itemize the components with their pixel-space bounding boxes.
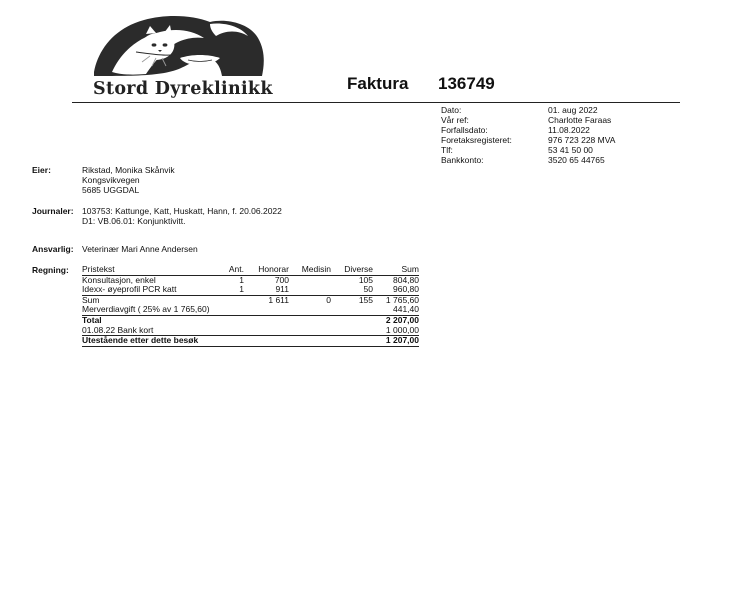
invoice-meta: [441, 105, 615, 165]
meta-label: Dato:: [441, 105, 462, 115]
meta-row-ref: [441, 115, 615, 125]
responsible-section: [32, 244, 432, 256]
journal-label: Journaler:: [32, 206, 74, 216]
owner-section: [32, 165, 432, 197]
clinic-logo: [92, 14, 267, 76]
item-sum: 960,80: [393, 284, 419, 295]
journal-section: [32, 206, 432, 228]
meta-value: 3520 65 44765: [548, 155, 605, 165]
outstanding-row: [82, 336, 419, 347]
responsible-label: Ansvarlig:: [32, 244, 74, 254]
payment-desc: 01.08.22 Bank kort: [82, 324, 154, 335]
item-ant: 1: [239, 274, 244, 285]
item-div: 50: [363, 284, 373, 295]
item-hon: 700: [274, 274, 289, 285]
responsible-vet: Veterinær Mari Anne Andersen: [82, 244, 198, 254]
item-div: 105: [358, 274, 373, 285]
meta-value: 01. aug 2022: [548, 105, 598, 115]
meta-row-due: [441, 125, 615, 135]
journal-line: 103753: Kattunge, Katt, Huskatt, Hann, f. 20.06.2022: [82, 206, 282, 216]
header-divider: [72, 102, 680, 103]
meta-label: Vår ref:: [441, 115, 469, 125]
col-sum-header: Sum: [373, 265, 419, 275]
owner-postal: 5685 UGGDAL: [82, 185, 140, 195]
col-ant-header: Ant.: [212, 265, 244, 275]
outstanding-sum: 1 207,00: [373, 336, 419, 347]
item-hon: 911: [275, 284, 289, 295]
billing-header-row: [82, 265, 419, 275]
billing-section: [32, 265, 82, 277]
meta-value: 11.08.2022: [548, 125, 590, 135]
table-row: [82, 285, 419, 295]
subtotal-med: 0: [289, 295, 331, 305]
owner-street: Kongsvikvegen: [82, 175, 140, 185]
meta-value: 53 41 50 00: [548, 145, 593, 155]
col-desc-header: Pristekst: [82, 265, 212, 275]
item-desc: Konsultasjon, enkel: [82, 274, 156, 285]
meta-row-bank: [441, 155, 615, 165]
meta-row-date: [441, 105, 615, 115]
meta-row-org: [441, 135, 615, 145]
subtotal-sum: 1 765,60: [373, 295, 419, 305]
item-sum: 804,80: [393, 274, 419, 285]
col-hon-header: Honorar: [244, 265, 289, 275]
meta-label: Forfallsdato:: [441, 125, 488, 135]
owner-name: Rikstad, Monika Skånvik: [82, 165, 175, 175]
meta-value: 976 723 228 MVA: [548, 135, 616, 145]
item-ant: 1: [239, 284, 244, 295]
meta-label: Foretaksregisteret:: [441, 135, 512, 145]
invoice-title: Faktura: [347, 74, 409, 93]
meta-row-phone: [441, 145, 615, 155]
vat-desc: Merverdiavgift ( 25% av 1 765,60): [82, 304, 210, 315]
payment-row: [82, 326, 419, 336]
clinic-name: Stord Dyreklinikk: [93, 79, 273, 99]
owner-label: Eier:: [32, 165, 51, 175]
total-desc: Total: [82, 315, 373, 325]
payment-sum: 1 000,00: [385, 324, 419, 335]
billing-table: [82, 265, 419, 347]
vat-sum: 441,40: [393, 304, 419, 315]
vat-row: [82, 305, 419, 315]
total-sum: 2 207,00: [373, 315, 419, 325]
meta-label: Bankkonto:: [441, 155, 484, 165]
col-med-header: Medisin: [289, 265, 331, 275]
item-desc: Idexx- øyeprofil PCR katt: [82, 284, 177, 295]
journal-diagnosis: D1: VB.06.01: Konjunktivitt.: [82, 216, 186, 226]
outstanding-desc: Utestående etter dette besøk: [82, 336, 373, 347]
subtotal-ant: [212, 295, 244, 305]
meta-value: Charlotte Faraas: [548, 115, 612, 125]
subtotal-div: 155: [331, 295, 373, 305]
subtotal-hon: 1 611: [244, 295, 289, 305]
col-div-header: Diverse: [331, 265, 373, 275]
meta-label: Tlf:: [441, 145, 453, 155]
invoice-number: 136749: [438, 74, 495, 93]
subtotal-desc: Sum: [82, 295, 212, 305]
billing-label: Regning:: [32, 265, 69, 275]
item-med: [289, 275, 331, 285]
item-med: [289, 285, 331, 295]
